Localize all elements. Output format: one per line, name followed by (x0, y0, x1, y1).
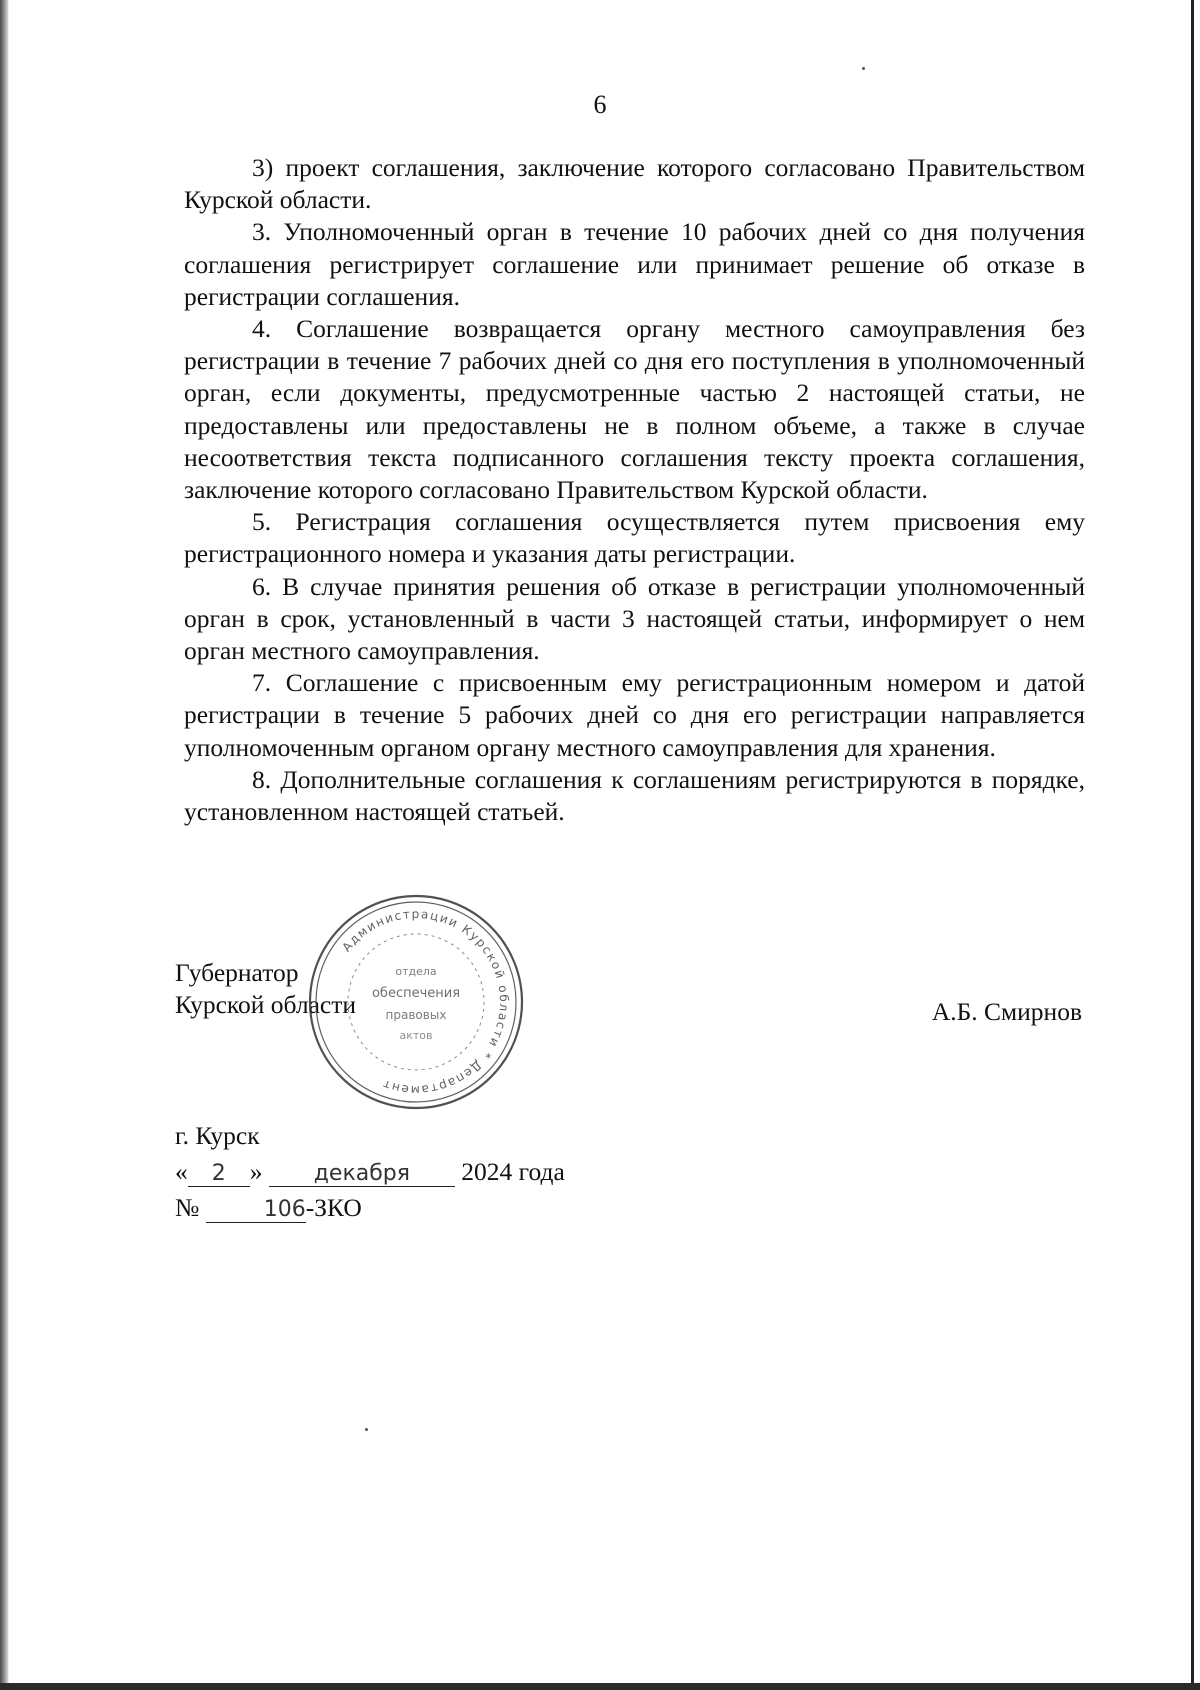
document-body (184, 152, 1085, 828)
stamp-center-line: актов (399, 1029, 433, 1042)
paragraph: 3) проект соглашения, заключение которого согласовано Правительством Курской области. (184, 153, 1085, 215)
paragraph: 6. В случае принятия решения об отказе в регистрации уполномоченный орган в срок, установленный в части 3 настоящей статьи, информирует о нем орган местного самоуправления. (184, 571, 1085, 666)
date-close-quote: » (249, 1157, 263, 1186)
signature-title-line2: Курской области (175, 990, 357, 1019)
date-year: 2024 года (461, 1157, 565, 1186)
scan-edge-bottom (0, 1683, 1200, 1690)
scan-edge-right (1191, 0, 1194, 1690)
stamp-center-line: обеспечения (371, 986, 461, 1001)
place-date-block (175, 1118, 565, 1226)
paragraph: 3. Уполномоченный орган в течение 10 рабочих дней со дня получения соглашения регистрирует соглашение или принимает решение об отказе в регистрации соглашения. (184, 217, 1085, 311)
official-stamp (307, 893, 525, 1111)
signature-title-line1: Губернатор (175, 958, 299, 987)
number-suffix: -ЗКО (305, 1193, 362, 1222)
number-line (175, 1190, 565, 1226)
stamp-center-line: отдела (395, 965, 437, 978)
date-open-quote: « (175, 1157, 188, 1186)
paragraph: 5. Регистрация соглашения осуществляется путем присвоения ему регистрационного номера и указания даты регистрации. (184, 507, 1085, 569)
city: г. Курск (175, 1121, 260, 1150)
stamp-ring-text: Администрации Курской области * Департамент (339, 906, 512, 1098)
date-line (175, 1154, 565, 1190)
paragraph: 8. Дополнительные соглашения к соглашениям регистрируются в порядке, установленном настоящей статьей. (184, 764, 1085, 827)
number-prefix: № (175, 1193, 200, 1222)
scan-speck (862, 67, 865, 70)
page-number: 6 (593, 90, 607, 119)
paragraph: 7. Соглашение с присвоенным ему регистрационным номером и датой регистрации в течение 5 рабочих дней со дня его регистрации направляется уполномоченным органом органу местного самоуправления для хранения. (184, 668, 1085, 762)
signatory-name: А.Б. Смирнов (931, 997, 1082, 1026)
number-value: 106 (206, 1198, 306, 1223)
svg-text:Администрации Курской области (339, 907, 511, 1097)
date-day: 2 (188, 1162, 250, 1187)
stamp-center-line: правовых (385, 1008, 447, 1022)
date-month: декабря (269, 1162, 455, 1187)
scan-edge-left (0, 0, 9, 1690)
scan-speck (365, 1428, 368, 1431)
paragraph: 4. Соглашение возвращается органу местного самоуправления без регистрации в течение 7 рабочих дней со дня его поступления в уполномоченный орган, если документы, предусмотренные частью 2 настоящей статьи, не предоставлены или предоставлены не в полном объеме, а также в случае несоответствия текста подписанного соглашения тексту проекта соглашения, заключение которого согласовано Правительством Курской области. (184, 314, 1085, 505)
